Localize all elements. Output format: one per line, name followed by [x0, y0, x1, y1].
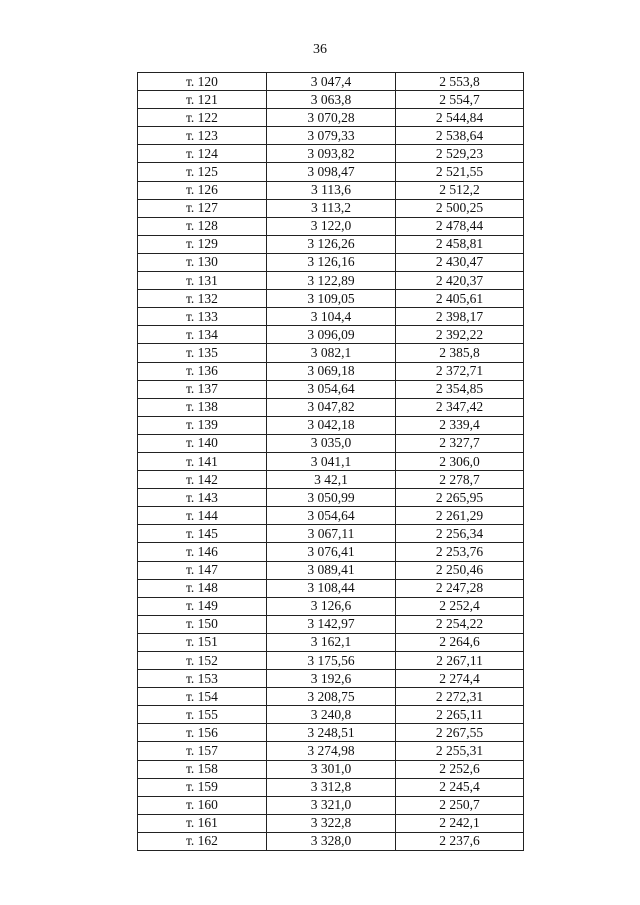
table-row — [138, 742, 524, 760]
table-row — [138, 814, 524, 832]
table-row — [138, 398, 524, 416]
point-label-cell: т. 144 — [138, 507, 267, 525]
y-coordinate-cell: 2 252,6 — [396, 760, 524, 778]
x-coordinate-cell: 3 162,1 — [267, 633, 396, 651]
point-label-cell: т. 135 — [138, 344, 267, 362]
point-label-cell: т. 152 — [138, 652, 267, 670]
y-coordinate-cell: 2 272,31 — [396, 688, 524, 706]
table-row — [138, 724, 524, 742]
y-coordinate-cell: 2 500,25 — [396, 199, 524, 217]
x-coordinate-cell: 3 142,97 — [267, 615, 396, 633]
x-coordinate-cell: 3 047,82 — [267, 398, 396, 416]
point-label-cell: т. 148 — [138, 579, 267, 597]
y-coordinate-cell: 2 255,31 — [396, 742, 524, 760]
x-coordinate-cell: 3 192,6 — [267, 670, 396, 688]
table-row — [138, 688, 524, 706]
y-coordinate-cell: 2 430,47 — [396, 253, 524, 271]
point-label-cell: т. 122 — [138, 109, 267, 127]
x-coordinate-cell: 3 113,2 — [267, 199, 396, 217]
point-label-cell: т. 145 — [138, 525, 267, 543]
table-row — [138, 290, 524, 308]
point-label-cell: т. 139 — [138, 416, 267, 434]
x-coordinate-cell: 3 175,56 — [267, 652, 396, 670]
point-label-cell: т. 142 — [138, 471, 267, 489]
table-row — [138, 163, 524, 181]
point-label-cell: т. 138 — [138, 398, 267, 416]
point-label-cell: т. 157 — [138, 742, 267, 760]
table-row — [138, 561, 524, 579]
point-label-cell: т. 134 — [138, 326, 267, 344]
x-coordinate-cell: 3 122,0 — [267, 217, 396, 235]
x-coordinate-cell: 3 321,0 — [267, 796, 396, 814]
point-label-cell: т. 129 — [138, 235, 267, 253]
point-label-cell: т. 121 — [138, 91, 267, 109]
x-coordinate-cell: 3 089,41 — [267, 561, 396, 579]
page-number: 36 — [313, 42, 327, 57]
x-coordinate-cell: 3 312,8 — [267, 778, 396, 796]
point-label-cell: т. 126 — [138, 181, 267, 199]
table-row — [138, 127, 524, 145]
table-row — [138, 416, 524, 434]
point-label-cell: т. 136 — [138, 362, 267, 380]
y-coordinate-cell: 2 278,7 — [396, 471, 524, 489]
point-label-cell: т. 140 — [138, 434, 267, 452]
y-coordinate-cell: 2 274,4 — [396, 670, 524, 688]
table-row — [138, 434, 524, 452]
x-coordinate-cell: 3 067,11 — [267, 525, 396, 543]
coordinates-table-body — [138, 73, 524, 851]
table-row — [138, 471, 524, 489]
table-row — [138, 91, 524, 109]
y-coordinate-cell: 2 265,95 — [396, 489, 524, 507]
point-label-cell: т. 158 — [138, 760, 267, 778]
y-coordinate-cell: 2 405,61 — [396, 290, 524, 308]
table-row — [138, 272, 524, 290]
y-coordinate-cell: 2 267,55 — [396, 724, 524, 742]
x-coordinate-cell: 3 328,0 — [267, 832, 396, 850]
y-coordinate-cell: 2 237,6 — [396, 832, 524, 850]
point-label-cell: т. 141 — [138, 452, 267, 470]
table-row — [138, 597, 524, 615]
point-label-cell: т. 131 — [138, 272, 267, 290]
y-coordinate-cell: 2 250,46 — [396, 561, 524, 579]
point-label-cell: т. 151 — [138, 633, 267, 651]
x-coordinate-cell: 3 301,0 — [267, 760, 396, 778]
point-label-cell: т. 123 — [138, 127, 267, 145]
y-coordinate-cell: 2 242,1 — [396, 814, 524, 832]
table-row — [138, 145, 524, 163]
x-coordinate-cell: 3 240,8 — [267, 706, 396, 724]
x-coordinate-cell: 3 104,4 — [267, 308, 396, 326]
table-row — [138, 579, 524, 597]
point-label-cell: т. 162 — [138, 832, 267, 850]
table-row — [138, 670, 524, 688]
x-coordinate-cell: 3 076,41 — [267, 543, 396, 561]
y-coordinate-cell: 2 245,4 — [396, 778, 524, 796]
point-label-cell: т. 159 — [138, 778, 267, 796]
y-coordinate-cell: 2 306,0 — [396, 452, 524, 470]
point-label-cell: т. 154 — [138, 688, 267, 706]
point-label-cell: т. 125 — [138, 163, 267, 181]
y-coordinate-cell: 2 264,6 — [396, 633, 524, 651]
table-row — [138, 543, 524, 561]
x-coordinate-cell: 3 093,82 — [267, 145, 396, 163]
y-coordinate-cell: 2 392,22 — [396, 326, 524, 344]
table-row — [138, 615, 524, 633]
table-row — [138, 633, 524, 651]
x-coordinate-cell: 3 098,47 — [267, 163, 396, 181]
point-label-cell: т. 160 — [138, 796, 267, 814]
x-coordinate-cell: 3 047,4 — [267, 73, 396, 91]
x-coordinate-cell: 3 122,89 — [267, 272, 396, 290]
table-row — [138, 796, 524, 814]
table-row — [138, 525, 524, 543]
point-label-cell: т. 130 — [138, 253, 267, 271]
x-coordinate-cell: 3 274,98 — [267, 742, 396, 760]
x-coordinate-cell: 3 054,64 — [267, 507, 396, 525]
y-coordinate-cell: 2 252,4 — [396, 597, 524, 615]
y-coordinate-cell: 2 554,7 — [396, 91, 524, 109]
table-row — [138, 489, 524, 507]
y-coordinate-cell: 2 254,22 — [396, 615, 524, 633]
x-coordinate-cell: 3 109,05 — [267, 290, 396, 308]
point-label-cell: т. 127 — [138, 199, 267, 217]
y-coordinate-cell: 2 458,81 — [396, 235, 524, 253]
y-coordinate-cell: 2 250,7 — [396, 796, 524, 814]
point-label-cell: т. 149 — [138, 597, 267, 615]
table-row — [138, 706, 524, 724]
y-coordinate-cell: 2 398,17 — [396, 308, 524, 326]
table-row — [138, 760, 524, 778]
point-label-cell: т. 156 — [138, 724, 267, 742]
table-row — [138, 235, 524, 253]
coordinates-table — [137, 72, 524, 851]
x-coordinate-cell: 3 42,1 — [267, 471, 396, 489]
y-coordinate-cell: 2 247,28 — [396, 579, 524, 597]
y-coordinate-cell: 2 372,71 — [396, 362, 524, 380]
x-coordinate-cell: 3 042,18 — [267, 416, 396, 434]
y-coordinate-cell: 2 478,44 — [396, 217, 524, 235]
x-coordinate-cell: 3 113,6 — [267, 181, 396, 199]
table-row — [138, 73, 524, 91]
table-row — [138, 380, 524, 398]
x-coordinate-cell: 3 069,18 — [267, 362, 396, 380]
y-coordinate-cell: 2 261,29 — [396, 507, 524, 525]
point-label-cell: т. 137 — [138, 380, 267, 398]
table-row — [138, 652, 524, 670]
x-coordinate-cell: 3 050,99 — [267, 489, 396, 507]
y-coordinate-cell: 2 327,7 — [396, 434, 524, 452]
y-coordinate-cell: 2 267,11 — [396, 652, 524, 670]
y-coordinate-cell: 2 521,55 — [396, 163, 524, 181]
point-label-cell: т. 124 — [138, 145, 267, 163]
y-coordinate-cell: 2 354,85 — [396, 380, 524, 398]
x-coordinate-cell: 3 322,8 — [267, 814, 396, 832]
table-row — [138, 344, 524, 362]
x-coordinate-cell: 3 248,51 — [267, 724, 396, 742]
point-label-cell: т. 161 — [138, 814, 267, 832]
x-coordinate-cell: 3 070,28 — [267, 109, 396, 127]
table-row — [138, 778, 524, 796]
table-row — [138, 326, 524, 344]
point-label-cell: т. 143 — [138, 489, 267, 507]
table-row — [138, 217, 524, 235]
x-coordinate-cell: 3 096,09 — [267, 326, 396, 344]
table-row — [138, 308, 524, 326]
y-coordinate-cell: 2 265,11 — [396, 706, 524, 724]
table-row — [138, 452, 524, 470]
x-coordinate-cell: 3 054,64 — [267, 380, 396, 398]
x-coordinate-cell: 3 126,16 — [267, 253, 396, 271]
y-coordinate-cell: 2 512,2 — [396, 181, 524, 199]
point-label-cell: т. 132 — [138, 290, 267, 308]
x-coordinate-cell: 3 126,6 — [267, 597, 396, 615]
table-row — [138, 253, 524, 271]
point-label-cell: т. 150 — [138, 615, 267, 633]
x-coordinate-cell: 3 108,44 — [267, 579, 396, 597]
point-label-cell: т. 128 — [138, 217, 267, 235]
y-coordinate-cell: 2 253,76 — [396, 543, 524, 561]
point-label-cell: т. 120 — [138, 73, 267, 91]
table-row — [138, 109, 524, 127]
table-row — [138, 507, 524, 525]
y-coordinate-cell: 2 529,23 — [396, 145, 524, 163]
y-coordinate-cell: 2 339,4 — [396, 416, 524, 434]
table-row — [138, 199, 524, 217]
table-row — [138, 362, 524, 380]
y-coordinate-cell: 2 256,34 — [396, 525, 524, 543]
point-label-cell: т. 146 — [138, 543, 267, 561]
y-coordinate-cell: 2 385,8 — [396, 344, 524, 362]
x-coordinate-cell: 3 208,75 — [267, 688, 396, 706]
x-coordinate-cell: 3 063,8 — [267, 91, 396, 109]
point-label-cell: т. 155 — [138, 706, 267, 724]
table-row — [138, 181, 524, 199]
y-coordinate-cell: 2 420,37 — [396, 272, 524, 290]
point-label-cell: т. 147 — [138, 561, 267, 579]
x-coordinate-cell: 3 079,33 — [267, 127, 396, 145]
point-label-cell: т. 133 — [138, 308, 267, 326]
y-coordinate-cell: 2 347,42 — [396, 398, 524, 416]
x-coordinate-cell: 3 082,1 — [267, 344, 396, 362]
x-coordinate-cell: 3 041,1 — [267, 452, 396, 470]
y-coordinate-cell: 2 544,84 — [396, 109, 524, 127]
x-coordinate-cell: 3 035,0 — [267, 434, 396, 452]
y-coordinate-cell: 2 538,64 — [396, 127, 524, 145]
x-coordinate-cell: 3 126,26 — [267, 235, 396, 253]
y-coordinate-cell: 2 553,8 — [396, 73, 524, 91]
point-label-cell: т. 153 — [138, 670, 267, 688]
table-row — [138, 832, 524, 850]
